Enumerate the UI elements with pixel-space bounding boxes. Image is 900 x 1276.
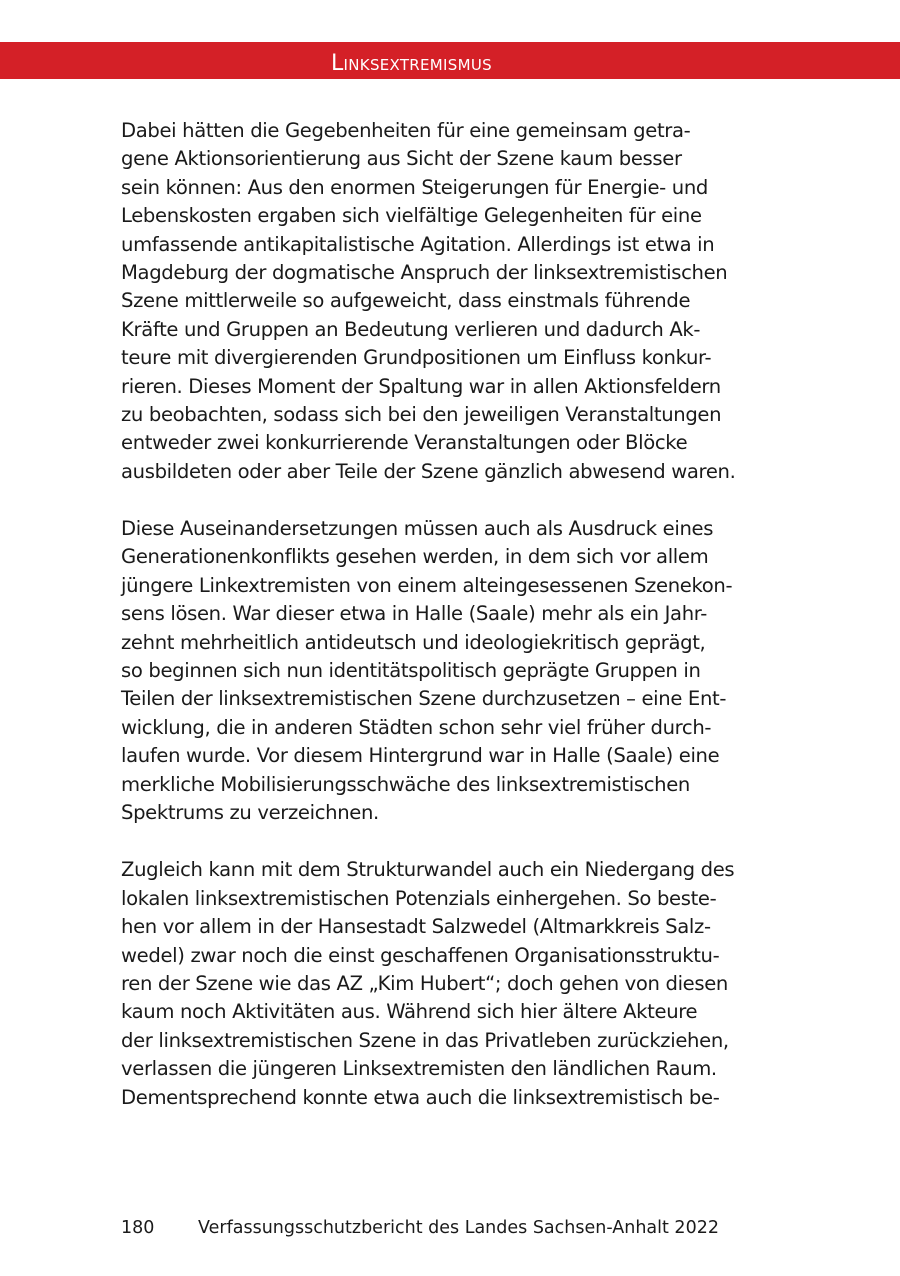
text-line: Dementsprechend konnte etwa auch die linksextremistisch be- bbox=[121, 1085, 720, 1109]
text-line: der linksextremistischen Szene in das Privatleben zurückziehen, bbox=[121, 1028, 729, 1052]
text-line: verlassen die jüngeren Linksextremisten den ländlichen Raum. bbox=[121, 1057, 717, 1081]
text-line: ren der Szene wie das AZ „Kim Hubert“; doch gehen von diesen bbox=[121, 971, 728, 995]
text-line: umfassende antikapitalistische Agitation. Allerdings ist etwa in bbox=[121, 232, 715, 256]
text-line: Generationenkonflikts gesehen werden, in dem sich vor allem bbox=[121, 545, 709, 569]
paragraph-2 bbox=[121, 515, 801, 827]
section-title: Linksextremismus bbox=[331, 51, 492, 76]
text-line: jüngere Linkextremisten von einem alteingesessenen Szenekon- bbox=[121, 573, 733, 597]
publication-title: Verfassungsschutzbericht des Landes Sachsen-Anhalt 2022 bbox=[198, 1218, 719, 1238]
text-line: gene Aktionsorientierung aus Sicht der Szene kaum besser bbox=[121, 147, 682, 171]
text-line: lokalen linksextremistischen Potenzials einhergehen. So beste- bbox=[121, 886, 717, 910]
text-line: Spektrums zu verzeichnen. bbox=[121, 800, 379, 824]
text-line: rieren. Dieses Moment der Spaltung war in allen Aktionsfeldern bbox=[121, 374, 721, 398]
text-line: Kräfte und Gruppen an Bedeutung verlieren und dadurch Ak- bbox=[121, 317, 701, 341]
text-line: merkliche Mobilisierungsschwäche des linksextremistischen bbox=[121, 772, 690, 796]
text-line: sein können: Aus den enormen Steigerungen für Energie- und bbox=[121, 175, 709, 199]
text-line: Dabei hätten die Gegebenheiten für eine gemeinsam getra- bbox=[121, 119, 691, 142]
text-line: entweder zwei konkurrierende Veranstaltungen oder Blöcke bbox=[121, 431, 688, 455]
text-line: Lebenskosten ergaben sich vielfältige Gelegenheiten für eine bbox=[121, 204, 702, 228]
body-text bbox=[121, 117, 801, 1141]
text-line: laufen wurde. Vor diesem Hintergrund war in Halle (Saale) eine bbox=[121, 744, 720, 768]
page-footer bbox=[121, 1215, 719, 1241]
text-line: Szene mittlerweile so aufgeweicht, dass einstmals führende bbox=[121, 289, 691, 313]
text-line: Diese Auseinandersetzungen müssen auch als Ausdruck eines bbox=[121, 517, 714, 541]
text-line: zehnt mehrheitlich antideutsch und ideologiekritisch geprägt, bbox=[121, 630, 706, 654]
text-line: wicklung, die in anderen Städten schon sehr viel früher durch- bbox=[121, 715, 712, 739]
text-line: sens lösen. War dieser etwa in Halle (Saale) mehr als ein Jahr- bbox=[121, 602, 707, 626]
text-line: hen vor allem in der Hansestadt Salzwedel (Altmarkkreis Salz- bbox=[121, 915, 711, 939]
text-line: so beginnen sich nun identitätspolitisch geprägte Gruppen in bbox=[121, 659, 701, 683]
text-line: kaum noch Aktivitäten aus. Während sich hier ältere Akteure bbox=[121, 1000, 698, 1024]
text-line: zu beobachten, sodass sich bei den jeweiligen Veranstaltungen bbox=[121, 402, 722, 426]
page-number: 180 bbox=[121, 1218, 155, 1238]
text-line: Magdeburg der dogmatische Anspruch der linksextremistischen bbox=[121, 260, 728, 284]
text-line: Teilen der linksextremistischen Szene durchzusetzen – eine Ent- bbox=[121, 687, 727, 711]
header-band bbox=[0, 42, 900, 79]
paragraph-3 bbox=[121, 856, 801, 1112]
text-line: wedel) zwar noch die einst geschaffenen Organisationsstruktu- bbox=[121, 943, 720, 967]
paragraph-1 bbox=[121, 117, 801, 486]
text-line: Zugleich kann mit dem Strukturwandel auch ein Niedergang des bbox=[121, 858, 735, 882]
text-line: ausbildeten oder aber Teile der Szene gänzlich abwesend waren. bbox=[121, 459, 736, 483]
text-line: teure mit divergierenden Grundpositionen um Einfluss konkur- bbox=[121, 346, 712, 370]
